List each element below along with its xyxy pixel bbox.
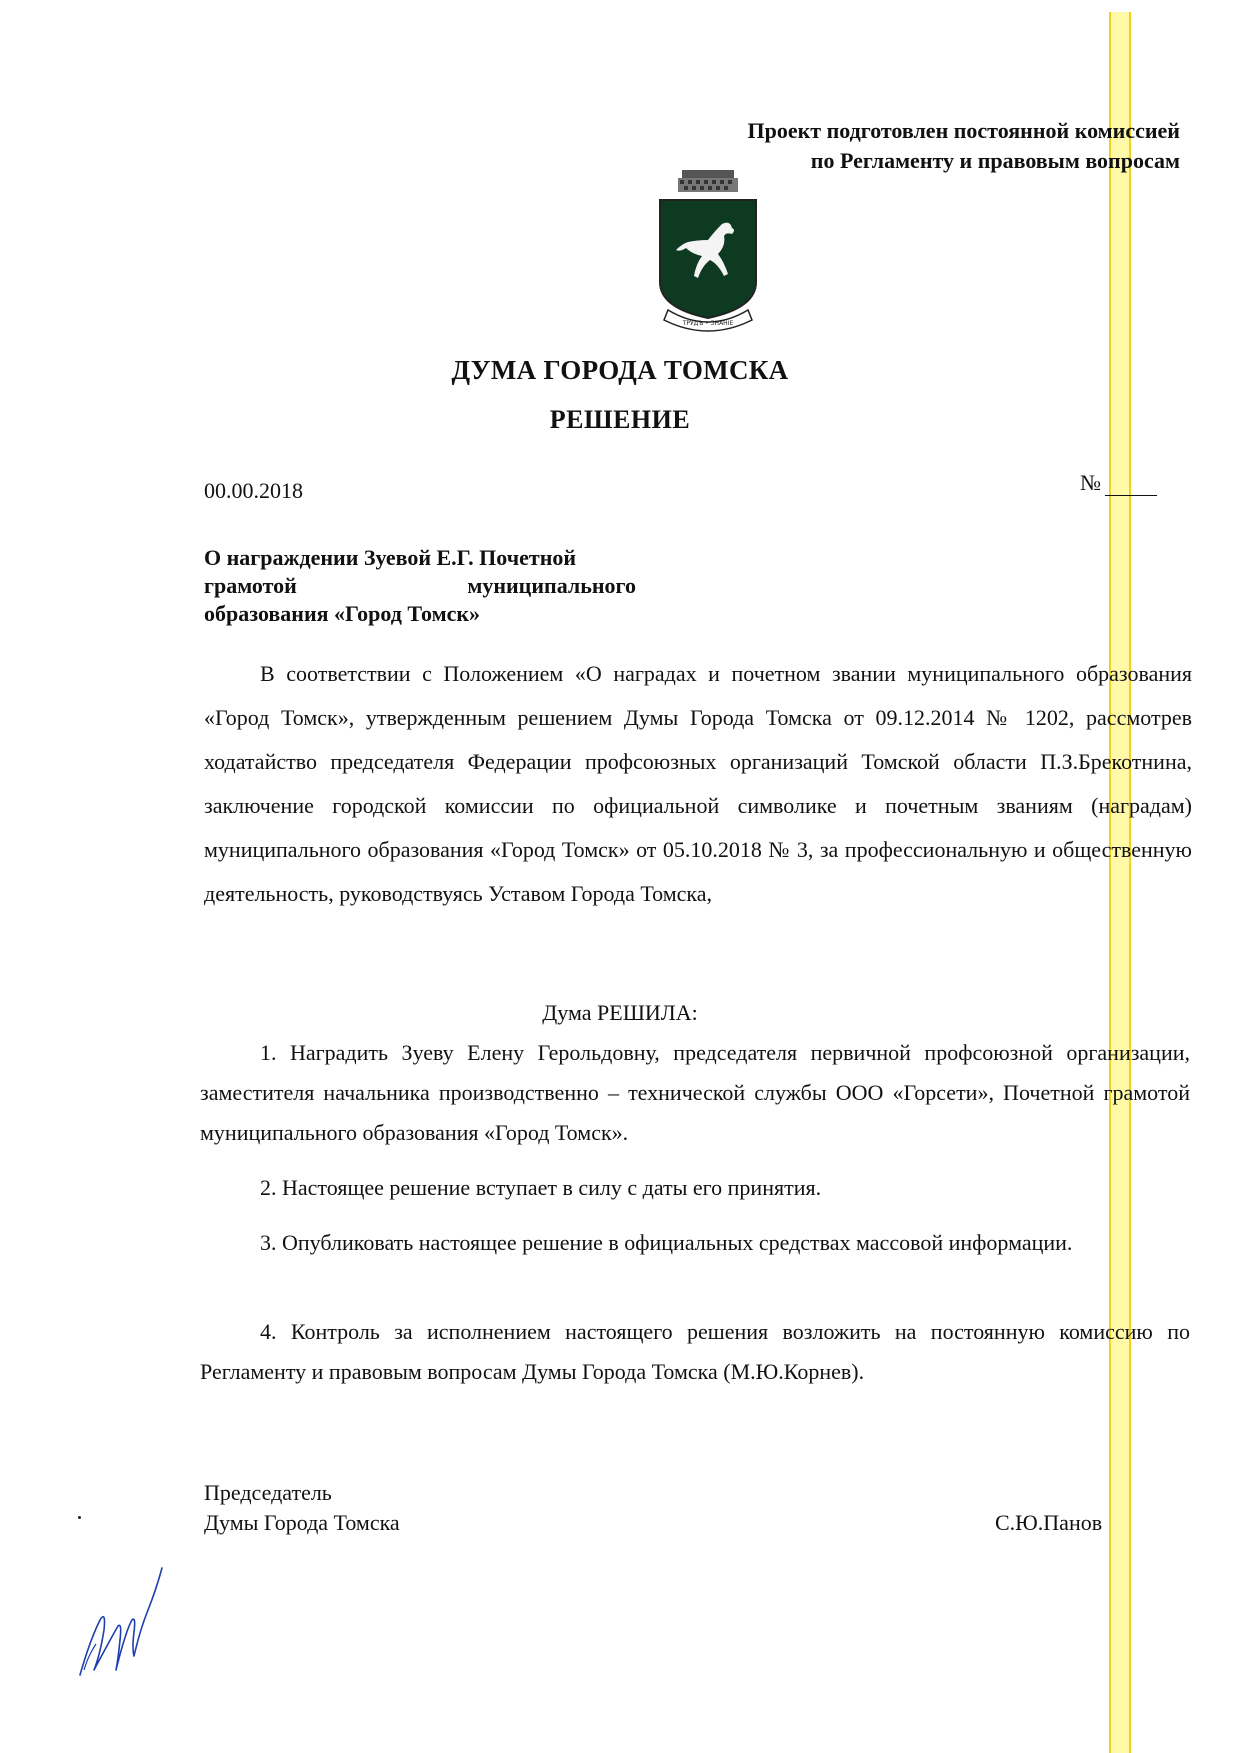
decision-item-1: 1. Наградить Зуеву Елену Герольдовну, председателя первичной профсоюзной организации, заместителя начальника производственно – технической службы ООО «Горсети», Почетной грамотой муниципального образования «Город Томск». xyxy=(200,1040,1190,1145)
signatory-title-line-1: Председатель xyxy=(204,1480,332,1505)
prepared-line-2: по Регламенту и правовым вопросам xyxy=(810,148,1180,173)
subject-line-2a: грамотой xyxy=(204,573,297,598)
scan-dot xyxy=(78,1516,81,1519)
decision-item-4: 4. Контроль за исполнением настоящего решения возложить на постоянную комиссию по Регламенту и правовым вопросам Думы Города Томска (М.Ю.Корнев). xyxy=(200,1319,1190,1384)
emblem-ribbon-text: ТРУДЪ • ЗНАНІЕ xyxy=(682,320,734,327)
signatory-title xyxy=(204,1478,400,1538)
doc-date: 00.00.2018 xyxy=(204,478,303,503)
preamble-paragraph: В соответствии с Положением «О наградах и почетном звании муниципального образования «Город Томск», утвержденным решением Думы Города Томска от 09.12.2014 № 1202, рассмотрев ходатайство председателя Федерации профсоюзных организаций Томской области П.З.Брекотнина, заключение городской комиссии по официальной символике и почетным званиям (наградам) муниципального образования «Город Томск» от 05.10.2018 № 3, за профессиональную и общественную деятельность, руководствуясь Уставом Города Томска, xyxy=(204,661,1192,906)
org-title: ДУМА ГОРОДА ТОМСКА xyxy=(451,355,789,385)
subject-line-2 xyxy=(204,572,636,600)
signatory-title-line-2: Думы Города Томска xyxy=(204,1510,400,1535)
doc-type: РЕШЕНИЕ xyxy=(549,405,691,434)
decision-item-2: 2. Настоящее решение вступает в силу с даты его принятия. xyxy=(260,1175,822,1200)
subject-line-1: О награждении Зуевой Е.Г. Почетной xyxy=(204,545,577,570)
subject-line-2b: муниципального xyxy=(467,573,636,598)
handwritten-signature-icon xyxy=(70,1560,170,1680)
subject-line-3: образования «Город Томск» xyxy=(204,601,481,626)
subject-heading xyxy=(204,544,636,628)
signatory-name: С.Ю.Панов xyxy=(995,1510,1103,1535)
decision-item-3: 3. Опубликовать настоящее решение в официальных средствах массовой информации. xyxy=(260,1230,1073,1255)
number-blank-line xyxy=(1105,475,1157,496)
prepared-line-1: Проект подготовлен постоянной комиссией xyxy=(747,118,1180,143)
decided-label: Дума РЕШИЛА: xyxy=(542,1000,698,1025)
doc-number xyxy=(1080,470,1157,496)
number-label: № xyxy=(1080,470,1101,495)
prepared-by-note xyxy=(747,116,1180,176)
tomsk-coat-of-arms-icon xyxy=(652,166,764,336)
